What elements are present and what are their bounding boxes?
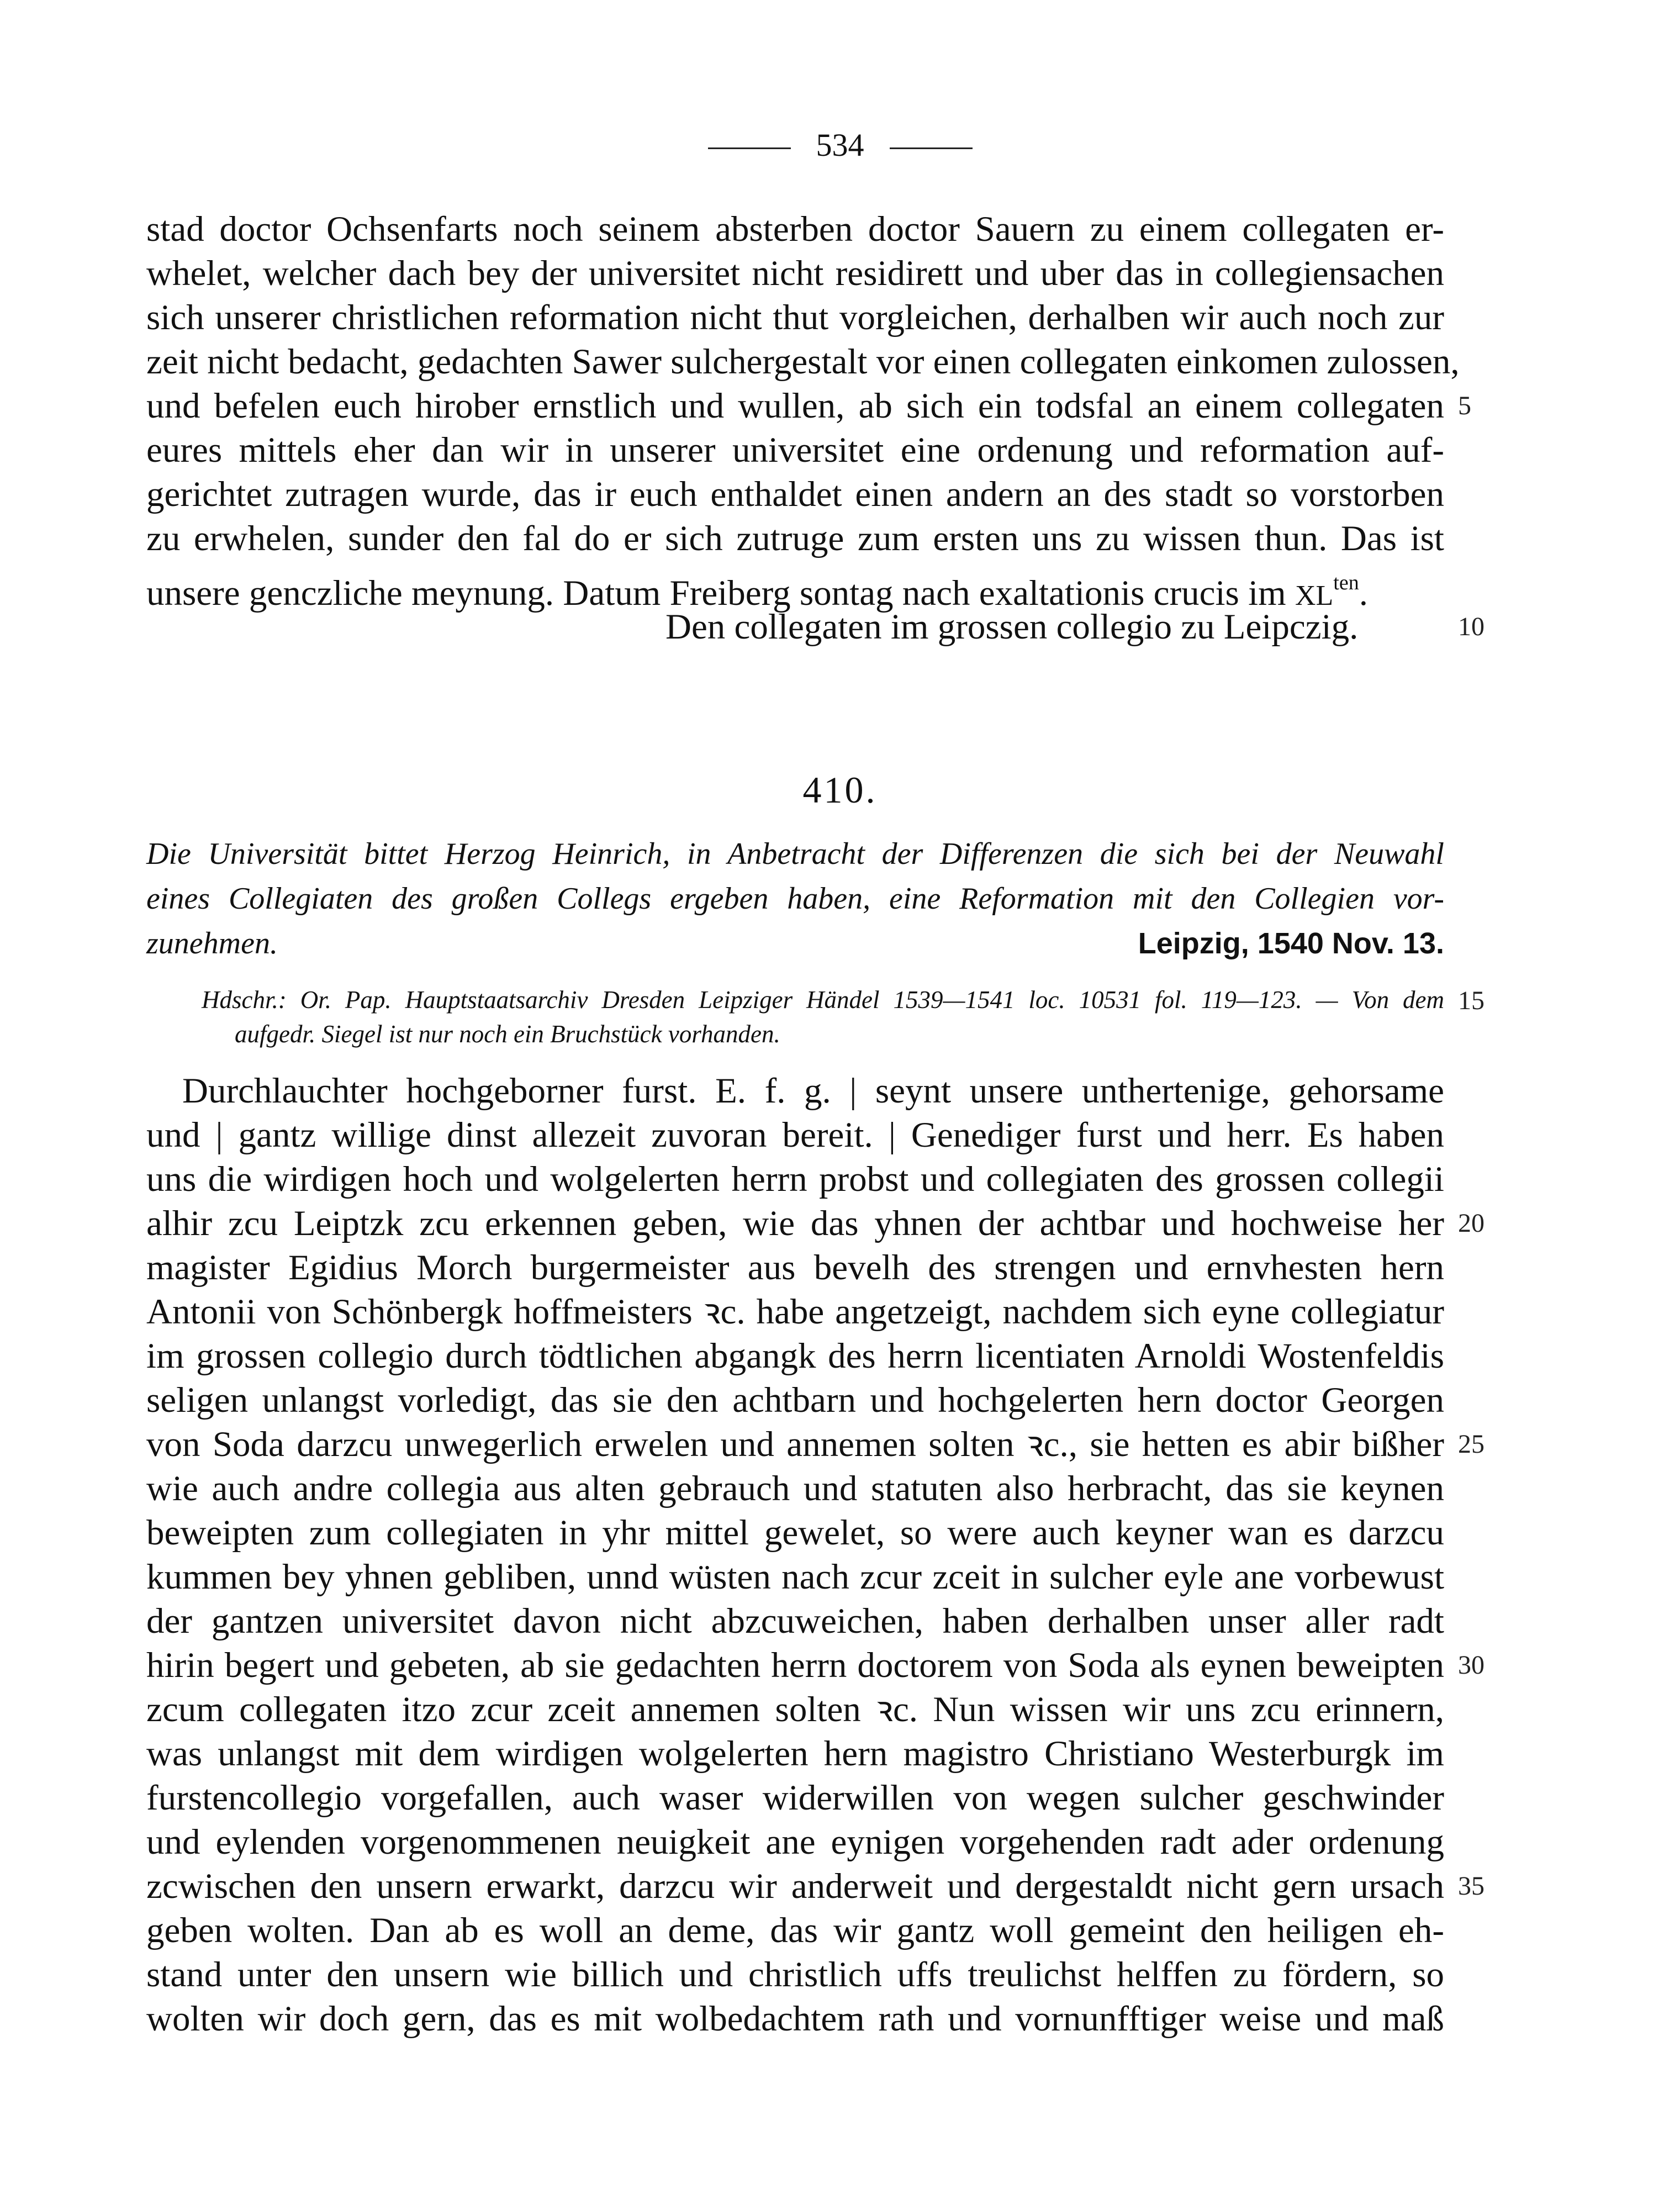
text-line: gerichtet zutragen wurde, das ir euch enthaldet einen andern an des stadt so vorstorben: [146, 474, 1444, 514]
body-line: alhir zcu Leiptzk zcu erkennen geben, wie das yhnen der achtbar und hochweise her: [146, 1204, 1444, 1243]
body-line: kummen bey yhnen gebliben, unnd wüsten nach zcur zceit in sulcher eyle ane vorbewust: [146, 1557, 1444, 1597]
line-number: 15: [1458, 986, 1484, 1015]
body-line: hirin begert und gebeten, ab sie gedachten herrn doctorem von Soda als eynen beweipten: [146, 1645, 1444, 1685]
body-line: und eylenden vorgenommenen neuigkeit ane eynigen vorgehenden radt ader ordenung: [146, 1822, 1444, 1862]
line-number: 5: [1458, 391, 1471, 420]
body-line: was unlangst mit dem wirdigen wolgelerten hern magistro Christiano Westerburgk im: [146, 1734, 1444, 1774]
text-line: sich unserer christlichen reformation nicht thut vorgleichen, derhalben wir auch noch zur: [146, 298, 1444, 337]
body-line: magister Egidius Morch burgermeister aus bevelh des strengen und ernvhesten hern: [146, 1248, 1444, 1288]
document-number: 410.: [802, 769, 878, 811]
body-line: zcum collegaten itzo zcur zceit annemen solten ꝛc. Nun wissen wir uns zcu erinnern,: [146, 1690, 1444, 1729]
body-line: Durchlauchter hochgeborner furst. E. f. g. | seynt unsere unthertenige, gehorsame: [182, 1071, 1444, 1111]
year-end: .: [1359, 573, 1368, 613]
body-line: Antonii von Schönbergk hoffmeisters ꝛc. habe angetzeigt, nachdem sich eyne collegiatur: [146, 1292, 1444, 1332]
body-line: furstencollegio vorgefallen, auch waser widerwillen von wegen sulcher geschwinder: [146, 1778, 1444, 1818]
line-number: 20: [1458, 1209, 1484, 1238]
page-number: [0, 126, 1680, 165]
body-line: wolten wir doch gern, das es mit wolbedachtem rath und vornunfftiger weise und maß: [146, 1999, 1444, 2039]
source-line: aufgedr. Siegel ist nur noch ein Bruchstück vorhanden.: [235, 1020, 780, 1048]
date-text: unsere genczliche meynung. Datum Freiberg sontag nach exaltationis crucis im: [146, 573, 1295, 613]
body-line: zcwischen den unsern erwarkt, darzcu wir anderweit und dergestaldt nicht gern ursach: [146, 1866, 1444, 1906]
body-line: von Soda darzcu unwegerlich erwelen und annemen solten ꝛc., sie hetten es abir bißher: [146, 1425, 1444, 1464]
page-number-text: 534: [816, 127, 864, 163]
body-line: der gantzen universitet davon nicht abzcuweichen, haben derhalben unser aller radt: [146, 1601, 1444, 1641]
line-number: 35: [1458, 1871, 1484, 1901]
body-line: beweipten zum collegiaten in yhr mittel gewelet, so were auch keyner wan es darzcu: [146, 1513, 1444, 1553]
body-line: stand unter den unsern wie billich und christlich uffs treulichst helffen zu fördern, so: [146, 1955, 1444, 1995]
body-line: seligen unlangst vorledigt, das sie den achtbarn und hochgelerten hern doctor Georgen: [146, 1380, 1444, 1420]
line-number: 30: [1458, 1650, 1484, 1680]
page-number-right-rule: [890, 147, 973, 149]
text-line: whelet, welcher dach bey der universitet nicht residirett und uber das in collegiensachen: [146, 254, 1444, 293]
page-number-left-rule: [708, 147, 791, 149]
body-line: und | gantz willige dinst allezeit zuvoran bereit. | Genediger furst und herr. Es haben: [146, 1115, 1444, 1155]
body-line: im grossen collegio durch tödtlichen abgangk des herrn licentiaten Arnoldi Wostenfeldis: [146, 1336, 1444, 1376]
text-line: und befelen euch hirober ernstlich und wullen, ab sich ein todsfal an einem collegaten: [146, 386, 1444, 426]
line-number: 10: [1458, 612, 1484, 641]
text-line: eures mittels eher dan wir in unserer universitet eine ordenung und reformation auf-: [146, 430, 1444, 470]
body-line: geben wolten. Dan ab es woll an deme, das wir gantz woll gemeint den heiligen eh-: [146, 1911, 1444, 1950]
summary-line: Die Universität bittet Herzog Heinrich, in Anbetracht der Differenzen die sich bei der Neuwahl: [146, 837, 1444, 871]
year-suffix: ten: [1333, 571, 1359, 594]
body-line: wie auch andre collegia aus alten gebrauch und statuten also herbracht, das sie keynen: [146, 1469, 1444, 1508]
text-line: zeit nicht bedacht, gedachten Sawer sulchergestalt vor einen collegaten einkomen zulossen,: [146, 342, 1460, 382]
summary-line: zunehmen.: [146, 926, 278, 961]
summary-line: eines Collegiaten des großen Collegs ergeben haben, eine Reformation mit den Collegien vor-: [146, 882, 1444, 916]
dateline: Leipzig, 1540 Nov. 13.: [1138, 927, 1444, 960]
text-line: zu erwhelen, sunder den fal do er sich zutruge zum ersten uns zu wissen thun. Das ist: [146, 519, 1444, 558]
line-number: 25: [1458, 1430, 1484, 1459]
year-numeral: XL: [1295, 580, 1334, 611]
text-line: stad doctor Ochsenfarts noch seinem absterben doctor Sauern zu einem collegaten er-: [146, 209, 1444, 249]
body-line: uns die wirdigen hoch und wolgelerten herrn probst und collegiaten des grossen collegii: [146, 1159, 1444, 1199]
source-line: Hdschr.: Or. Pap. Hauptstaatsarchiv Dresden Leipziger Händel 1539—1541 loc. 10531 fol. 119—123. — Von dem: [202, 986, 1444, 1014]
address-line: Den collegaten im grossen collegio zu Leipczig.: [665, 607, 1359, 647]
